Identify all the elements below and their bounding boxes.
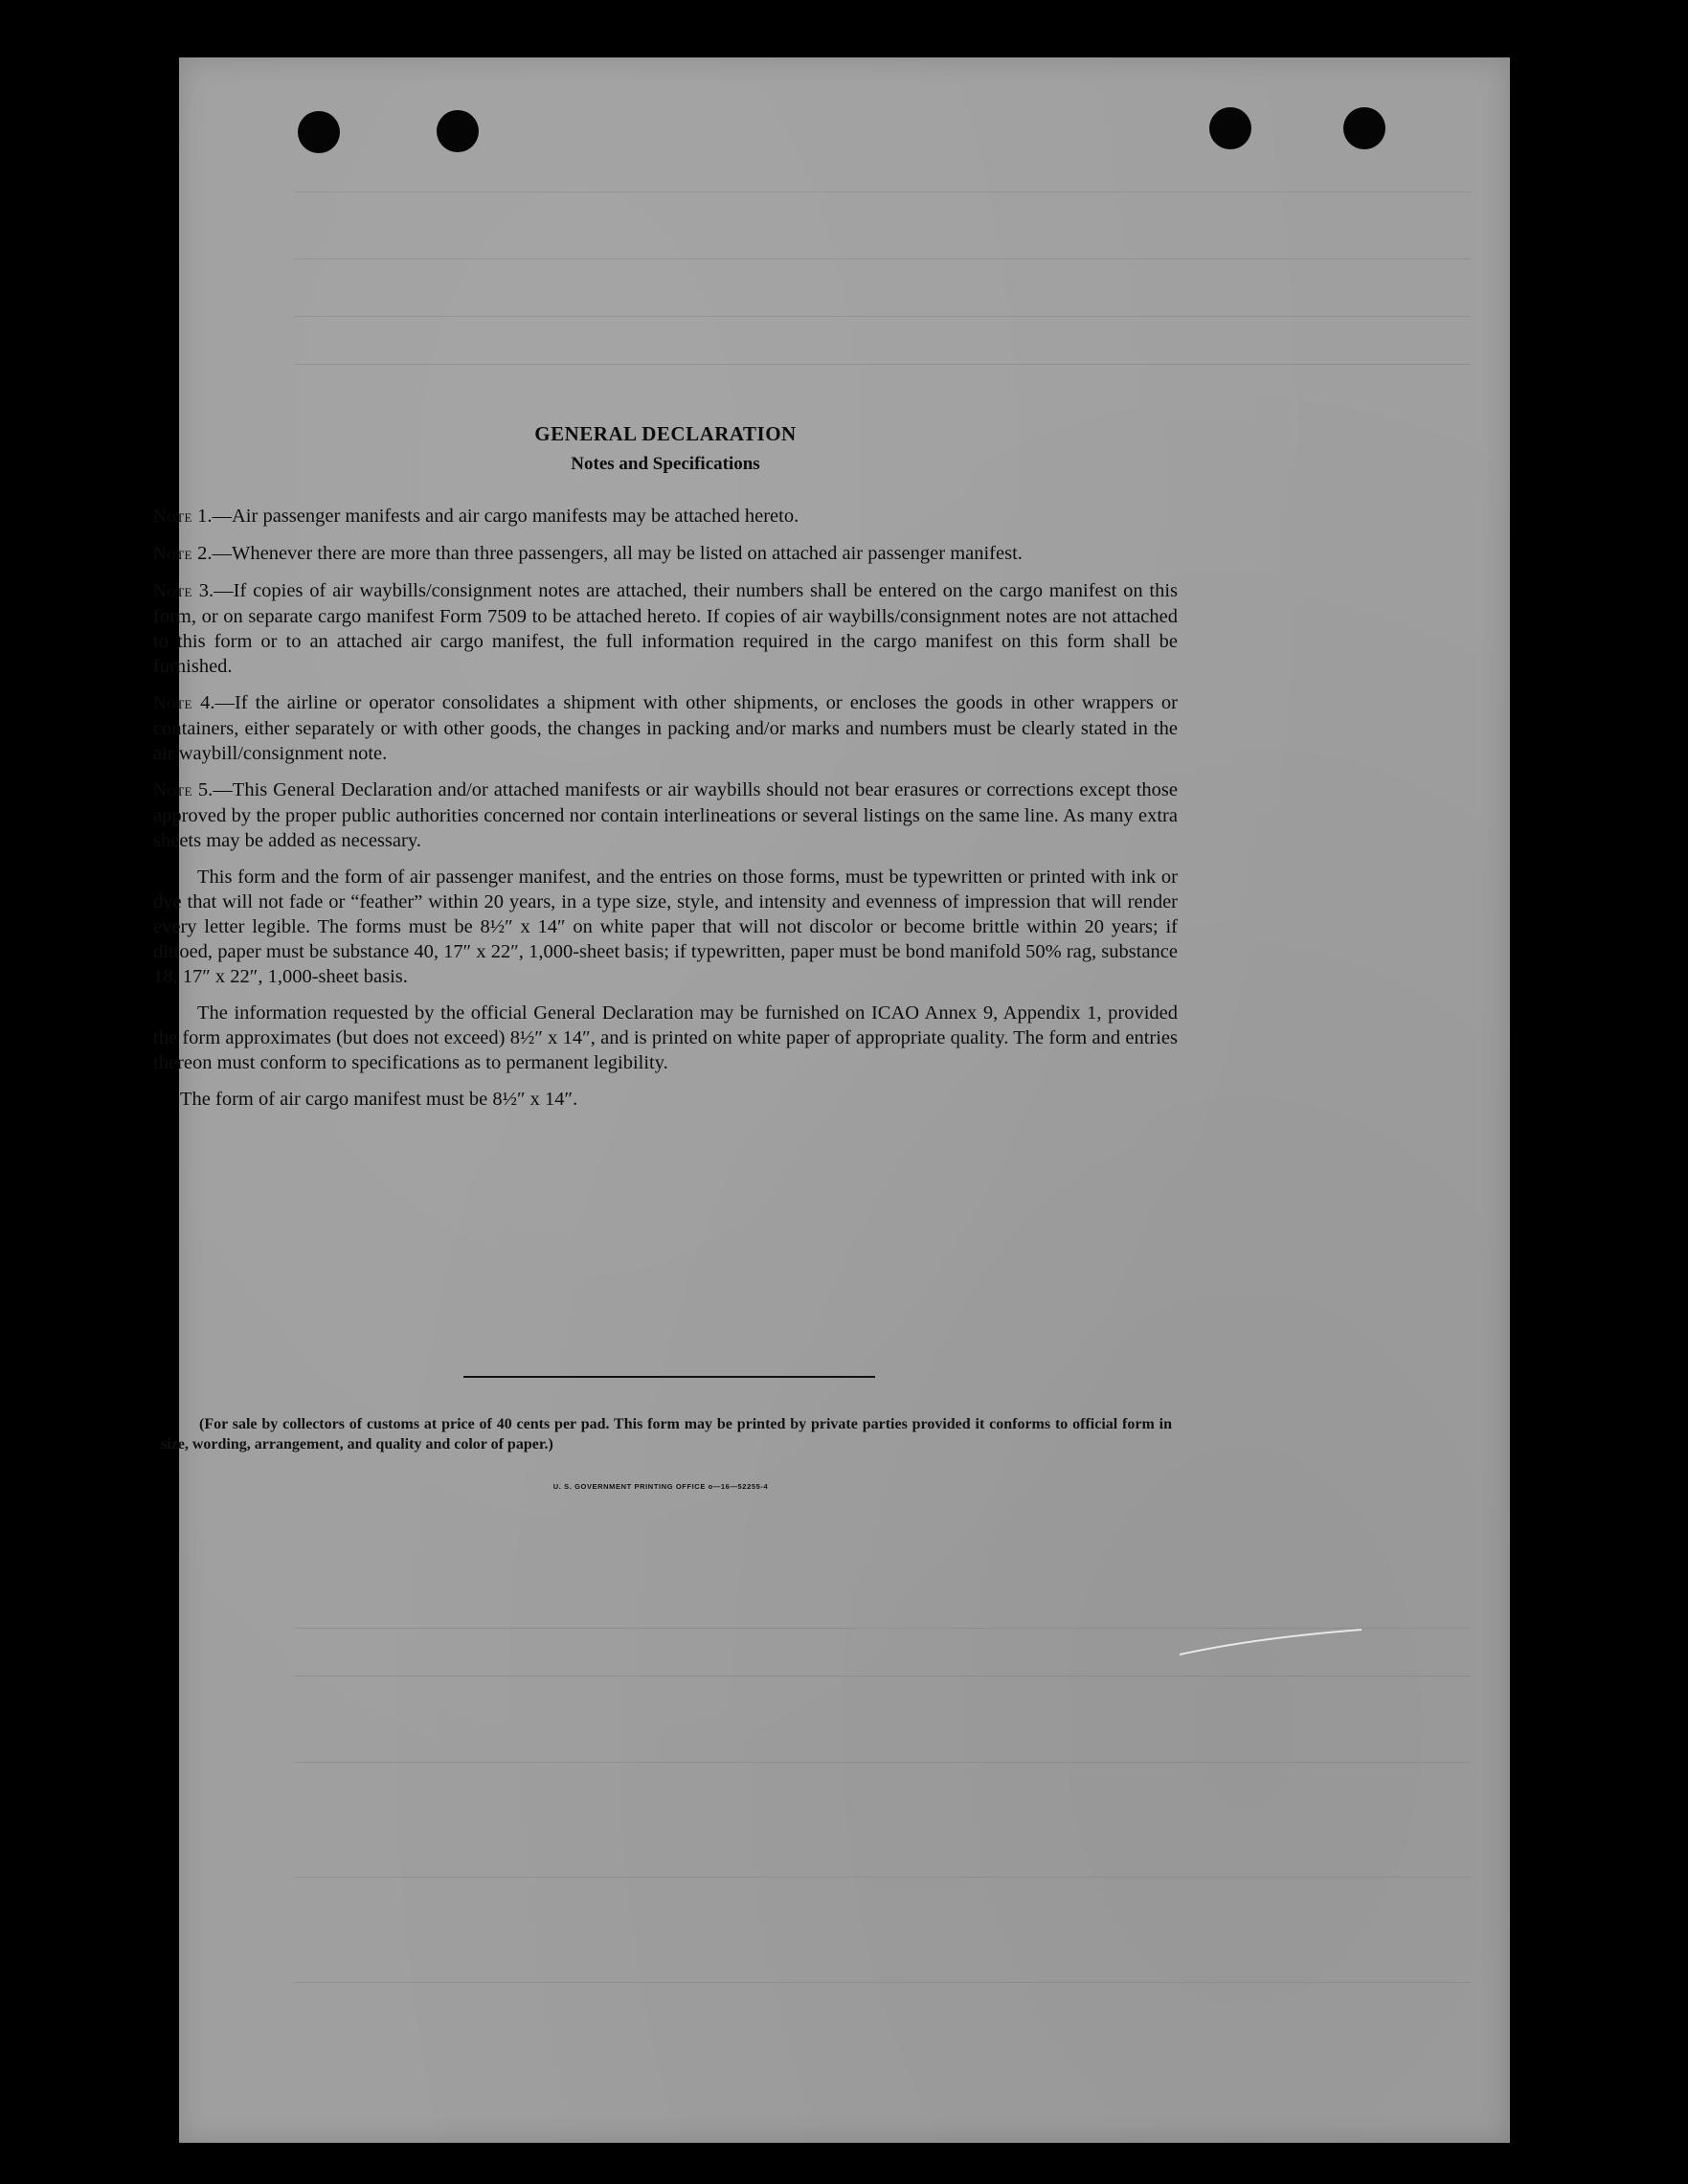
note-text: —If copies of air waybills/consignment notes are attached, their numbers shall be entered on the cargo manifest on this form, or on separate cargo manifest Form 7509 to be attached hereto. If copies of air waybills/consignment notes are not attached to this form or to an attached air cargo manifest, the full information required in the cargo manifest on this form shall be furnished. — [153, 580, 1178, 677]
punch-hole — [437, 110, 479, 152]
note-label: Note — [153, 507, 192, 527]
icao-paragraph: The information requested by the official General Declaration may be furnished on ICAO Annex 9, Appendix 1, provided the form approximates (but does not exceed) 8½″ x 14″, and is printed on white paper of appropriate quality. The form and entries thereon must conform to specifications as to permanent legibility. — [153, 1002, 1178, 1073]
punch-hole — [1209, 107, 1251, 149]
note-label: Note — [153, 581, 192, 601]
sale-note — [161, 1414, 1172, 1454]
note-number: 1. — [197, 506, 213, 527]
punch-hole — [1343, 107, 1385, 149]
note-3 — [153, 578, 1178, 679]
punch-hole — [298, 111, 340, 153]
note-1 — [153, 504, 1178, 529]
sale-note-text: (For sale by collectors of customs at price of 40 cents per pad. This form may be printed by private parties provided it conforms to official form in size, wording, arrangement, and quality and color of paper.) — [161, 1416, 1172, 1452]
note-label: Note — [153, 544, 192, 564]
declaration-notes — [153, 421, 1178, 1123]
note-number: 5. — [197, 779, 214, 800]
note-label: Note — [153, 693, 192, 713]
note-number: 2. — [197, 543, 213, 564]
printer-imprint: U. S. GOVERNMENT PRINTING OFFICE o—16—52255-4 — [552, 1482, 769, 1491]
note-4 — [153, 690, 1178, 766]
note-number: 3. — [198, 580, 214, 601]
page-title: GENERAL DECLARATION — [534, 422, 797, 445]
cargo-manifest-note: The form of air cargo manifest must be 8½″ x 14″. — [180, 1089, 578, 1110]
note-2 — [153, 541, 1178, 567]
note-text: —Whenever there are more than three passengers, all may be listed on attached air passenger manifest. — [212, 543, 1023, 564]
page-subtitle: Notes and Specifications — [571, 454, 760, 474]
pen-stroke — [1175, 1628, 1366, 1656]
paper-spec-paragraph: This form and the form of air passenger manifest, and the entries on those forms, must be typewritten or printed with ink or dye that will not fade or “feather” within 20 years, in a type size, style, and intensity and evenness of impression that will render every letter legible. The forms must be 8½″ x 14″ on white paper that will not discolor or become brittle within 20 years; if dittoed, paper must be substance 40, 17″ x 22″, 1,000-sheet basis; if typewritten, paper must be bond manifold 50% rag, substance 18, 17″ x 22″, 1,000-sheet basis. — [153, 867, 1178, 987]
note-text: —If the airline or operator consolidates a shipment with other shipments, or encloses the goods in other wrappers or containers, either separately or with other goods, the changes in packing and/or marks and numbers must be clearly stated in the air waybill/consignment note. — [153, 692, 1178, 764]
note-number: 4. — [200, 692, 215, 713]
note-text: —This General Declaration and/or attached manifests or air waybills should not bear erasures or corrections except those approved by the proper public authorities concerned nor contain interlineations or several listings on the same line. As many extra sheets may be added as necessary. — [153, 779, 1179, 851]
divider-rule — [463, 1376, 875, 1378]
note-label: Note — [153, 780, 192, 800]
note-5 — [153, 777, 1178, 853]
note-text: —Air passenger manifests and air cargo manifests may be attached hereto. — [212, 506, 799, 527]
